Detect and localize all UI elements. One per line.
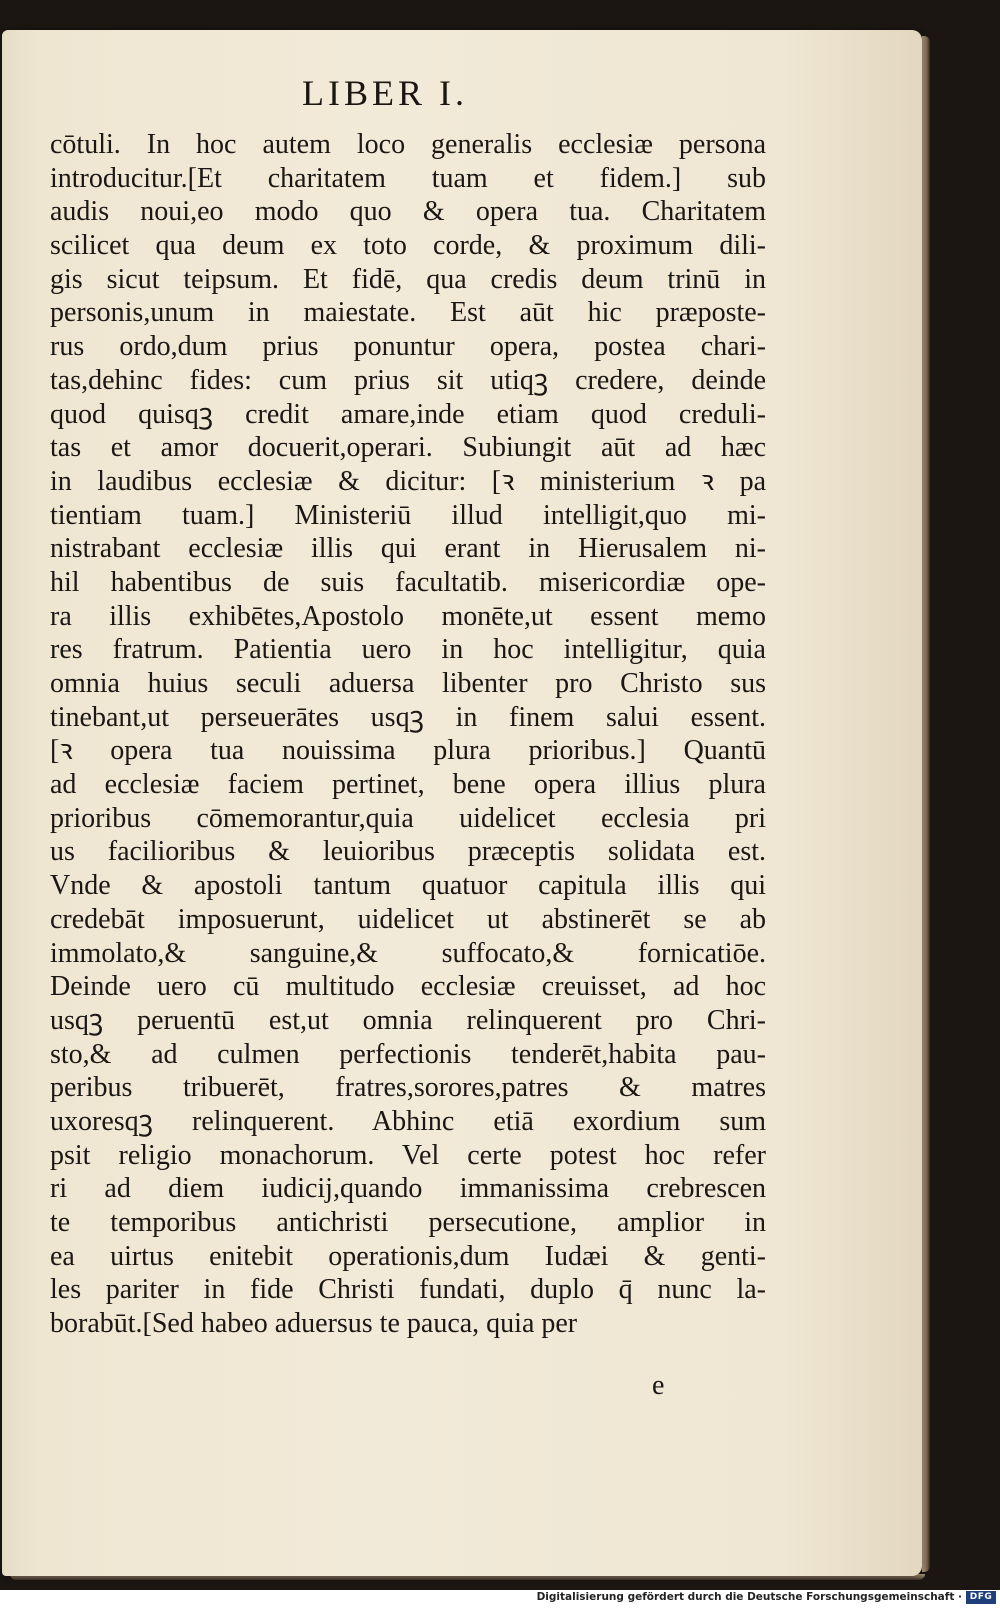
text-line: tas et amor docuerit,operari. Subiungit aūt ad hæc	[50, 432, 766, 464]
text-block	[50, 128, 766, 1341]
text-line: quod quisqꝫ credit amare,inde etiam quod creduli-	[50, 398, 766, 430]
text-line: Vnde & apostoli tantum quatuor capitula illis qui	[50, 870, 766, 902]
text-line: ra illis exhibētes,Apostolo monēte,ut essent memo	[50, 600, 766, 632]
text-line: personis,unum in maiestate. Est aūt hic præposte-	[50, 297, 766, 329]
text-line: in laudibus ecclesiæ & dicitur: [ꝛ ministerium ꝛ pa	[50, 465, 766, 497]
text-line: introducitur.[Et charitatem tuam et fidem.] sub	[50, 162, 766, 194]
text-line: ri ad diem iudicij,quando immanissima crebrescen	[50, 1173, 766, 1205]
text-line: tientiam tuam.] Ministeriū illud intelligit,quo mi-	[50, 499, 766, 531]
text-line: ea uirtus enitebit operationis,dum Iudæi & genti-	[50, 1240, 766, 1272]
text-line: psit religio monachorum. Vel certe potest hoc refer	[50, 1139, 766, 1171]
catchword: e	[652, 1370, 665, 1401]
text-line: immolato,& sanguine,& suffocato,& fornicatiōe.	[50, 937, 766, 969]
text-line: cōtuli. In hoc autem loco generalis ecclesiæ persona	[50, 129, 766, 160]
text-line: prioribus cōmemorantur,quia uidelicet ecclesia pri	[50, 802, 766, 834]
text-line: audis noui,eo modo quo & opera tua. Charitatem	[50, 196, 766, 228]
text-line: gis sicut teipsum. Et fidē, qua credis deum trinū in	[50, 263, 766, 295]
text-line: tas,dehinc fides: cum prius sit utiqꝫ credere, deinde	[50, 364, 766, 396]
text-line: Deinde uero cū multitudo ecclesiæ creuisset, ad hoc	[50, 971, 766, 1003]
text-line: nistrabant ecclesiæ illis qui erant in Hierusalem ni-	[50, 533, 766, 565]
text-line: borabūt.[Sed habeo aduersus te pauca, quia per	[50, 1308, 578, 1340]
digitization-credit: Digitalisierung gefördert durch die Deutsche Forschungsgemeinschaft ·	[536, 1591, 962, 1603]
text-line: uxoresqꝫ relinquerent. Abhinc etiā exordium sum	[50, 1105, 766, 1137]
text-line: tinebant,ut perseuerātes usqꝫ in finem salui essent.	[50, 701, 766, 733]
text-line: omnia huius seculi aduersa libenter pro Christo sus	[50, 668, 766, 699]
text-line: les pariter in fide Christi fundati, duplo q̄ nunc la-	[50, 1274, 766, 1306]
text-line: peribus tribuerēt, fratres,sorores,patres & matres	[50, 1072, 766, 1104]
text-line: credebāt imposuerunt, uidelicet ut abstinerēt se ab	[50, 903, 766, 935]
text-line: usqꝫ peruentū est,ut omnia relinquerent pro Chri-	[50, 1004, 766, 1036]
running-head: LIBER I.	[302, 73, 468, 113]
text-line: te temporibus antichristi persecutione, amplior in	[50, 1207, 766, 1238]
text-line: sto,& ad culmen perfectionis tenderēt,habita pau-	[50, 1038, 766, 1070]
text-line: rus ordo,dum prius ponuntur opera, postea chari-	[50, 331, 766, 363]
text-line: ad ecclesiæ faciem pertinet, bene opera illius plura	[50, 769, 766, 801]
dfg-logo: DFG	[966, 1591, 996, 1604]
text-line: res fratrum. Patientia uero in hoc intelligitur, quia	[50, 634, 766, 666]
text-line: hil habentibus de suis facultatib. misericordiæ ope-	[50, 566, 766, 598]
text-line: [ꝛ opera tua nouissima plura prioribus.] Quantū	[50, 735, 766, 767]
page-edge	[922, 36, 930, 1572]
text-line: scilicet qua deum ex toto corde, & proximum dili-	[50, 230, 766, 262]
text-line: us facilioribus & leuioribus præceptis solidata est.	[50, 836, 766, 868]
